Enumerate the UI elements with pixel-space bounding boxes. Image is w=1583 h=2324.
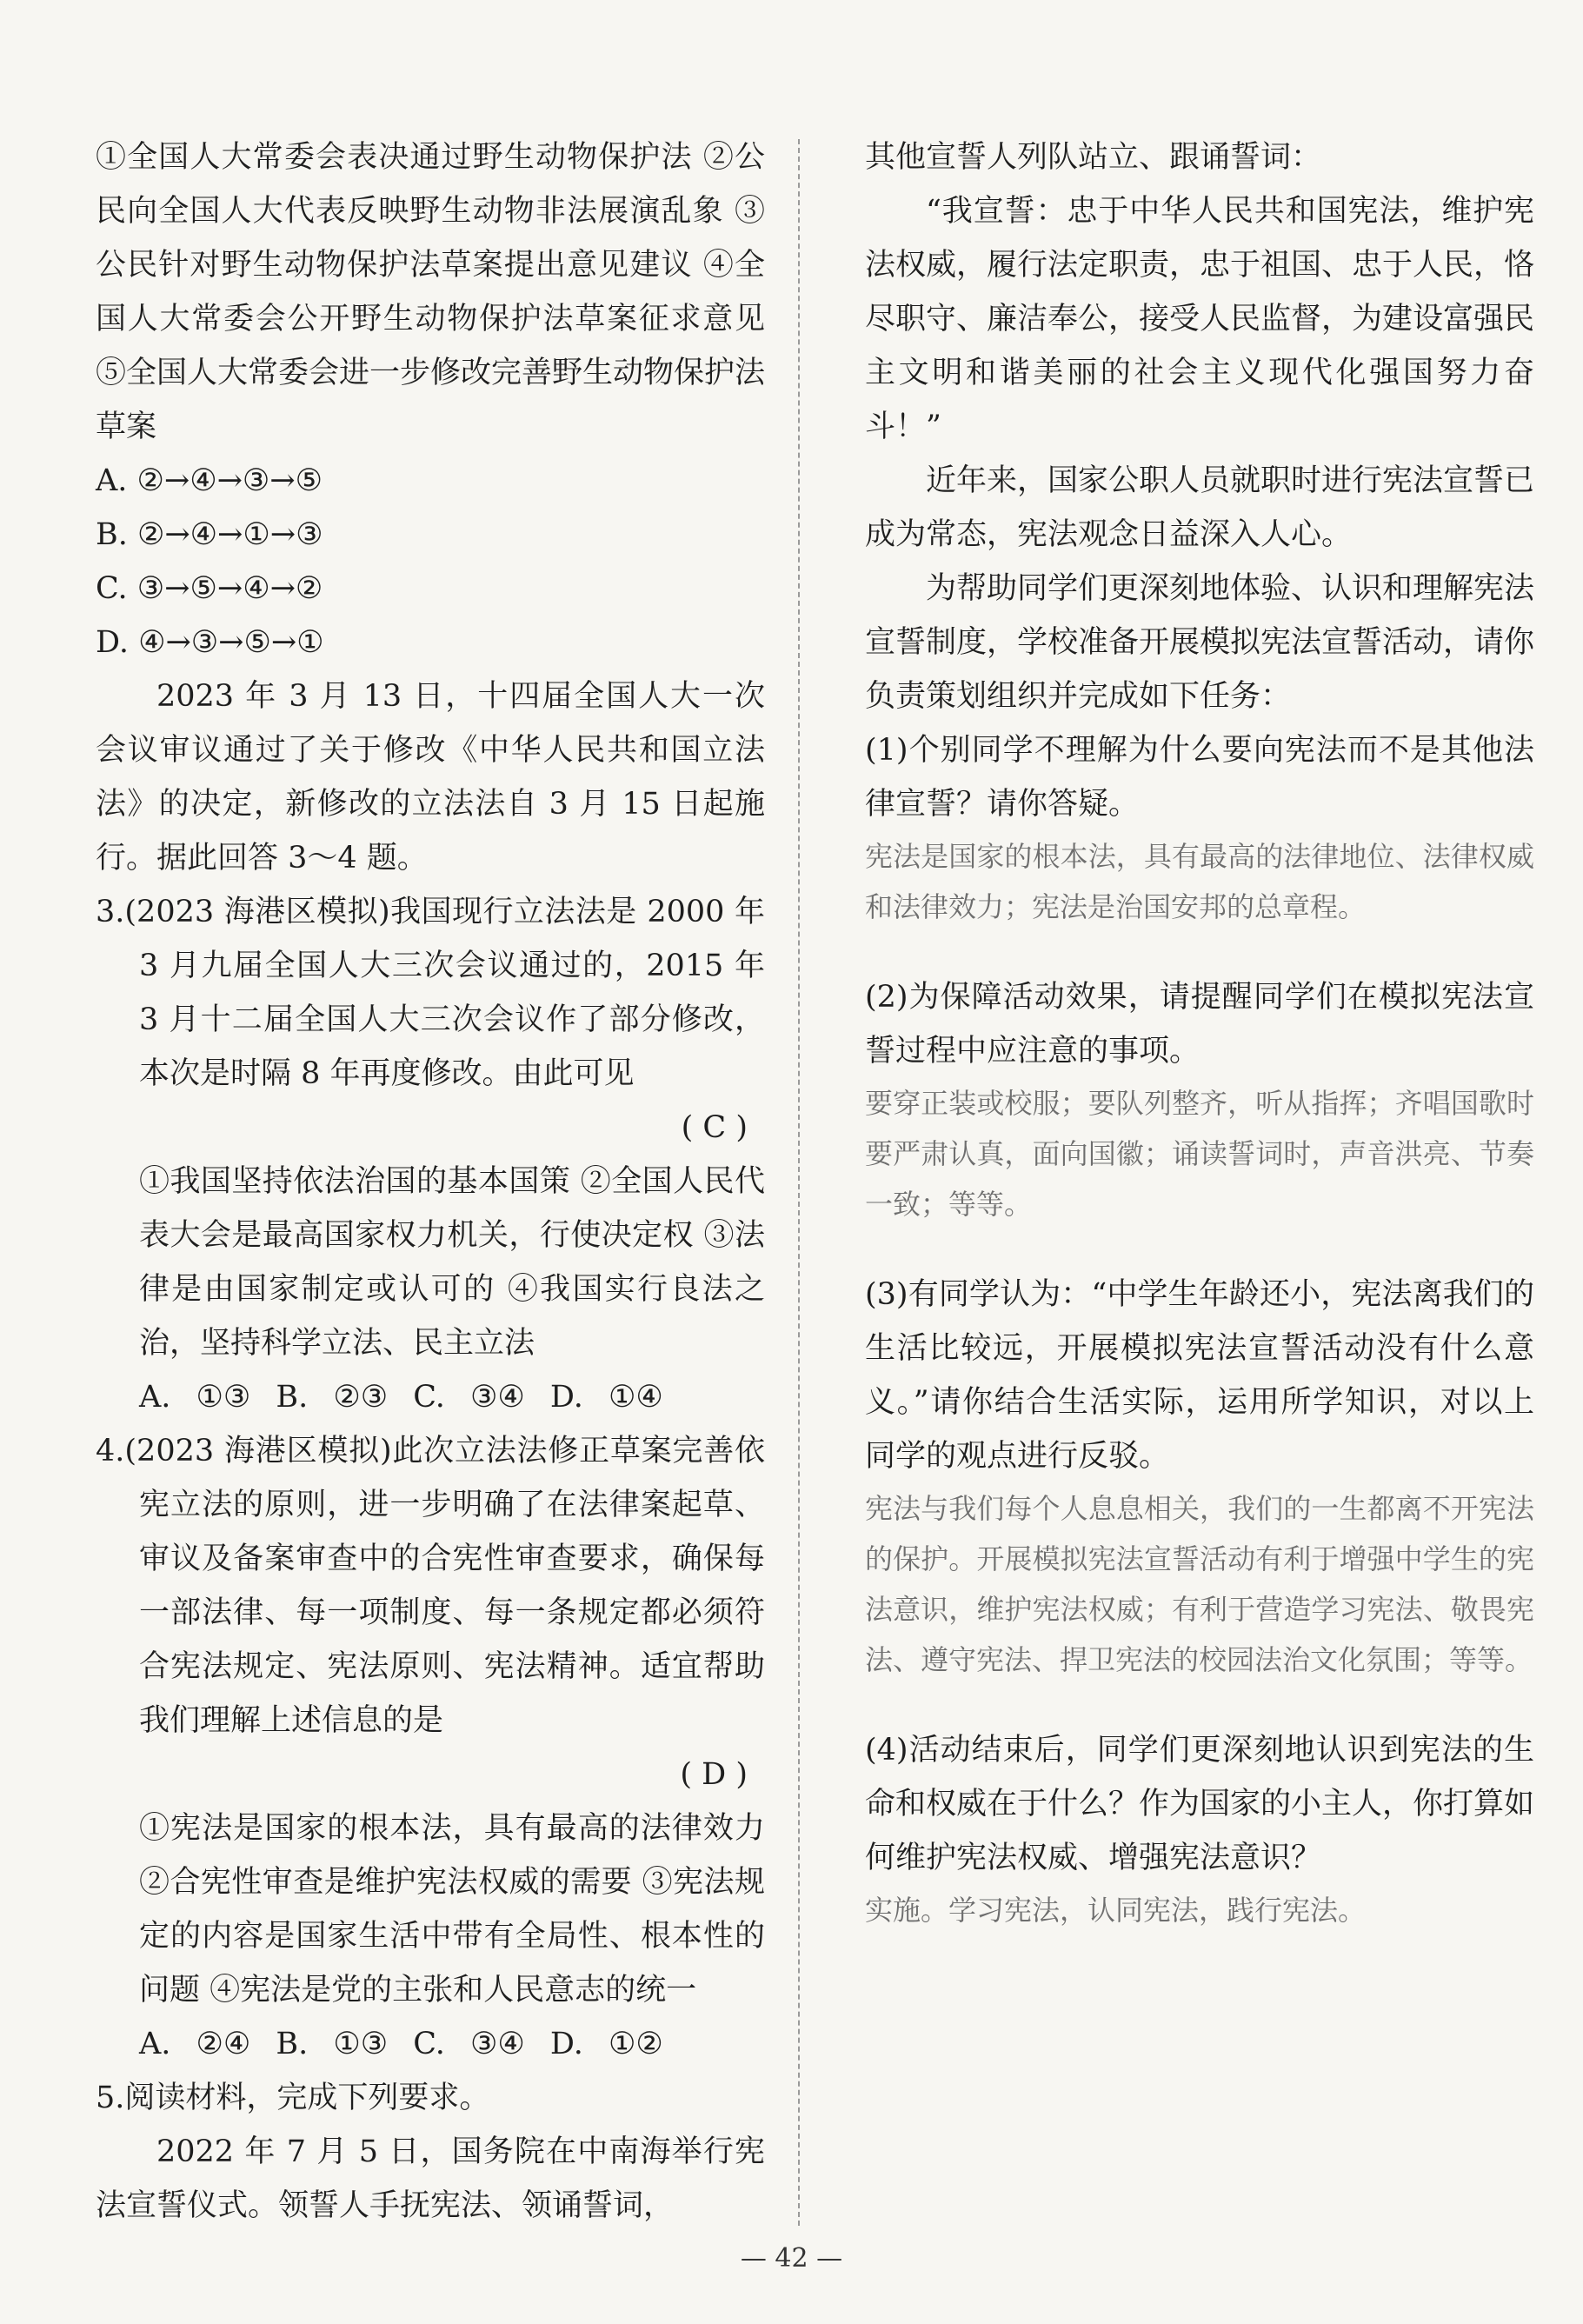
page-number: — 42 — [740,2243,843,2274]
sub-answer-2: 要穿正装或校服；要队列整齐，听从指挥；齐唱国歌时要严肃认真，面向国徽；诵读誓词时，声音洪亮、节奏一致；等等。 [865,1087,1534,1221]
option-d: D. ④→③→⑤→① [96,625,324,660]
material-3-4: 2023 年 3 月 13 日，十四届全国人大一次会议审议通过了关于修改《中华人民共和国立法法》的决定，新修改的立法法自 3 月 15 日起施行。据此回答 3～4 题。 [96,679,765,876]
question-4-options: A. ②④ B. ①③ C. ③④ D. ①② [139,2027,663,2061]
sub-question-1: (1)个别同学不理解为什么要向宪法而不是其他法律宣誓？请你答疑。 [865,733,1534,822]
sub-answer-4: 实施。学习宪法，认同宪法，践行宪法。 [865,1894,1367,1927]
question-3-answer: ( C ) [681,1110,748,1145]
question-2-options [96,454,765,669]
material-paragraph-2: 近年来，国家公职人员就职时进行宪法宣誓已成为常态，宪法观念日益深入人心。 [865,463,1535,552]
question-4-stem: 4.(2023 海港区模拟)此次立法法修正草案完善依宪立法的原则，进一步明确了在法律案起草、审议及备案审查中的合宪性审查要求，确保每一部法律、每一项制度、每一条规定都必须符合宪法规定、宪法原则、宪法精神。适宜帮助我们理解上述信息的是 [96,1434,765,1738]
left-column [96,130,765,2233]
question-3-items: ①我国坚持依法治国的基本国策 ②全国人民代表大会是最高国家权力机关，行使决定权 ③法律是由国家制定或认可的 ④我国实行良法之治，坚持科学立法、民主立法 [139,1164,765,1361]
question-5-stem: 5.阅读材料，完成下列要求。 [96,2081,490,2115]
option-c: C. ③→⑤→④→② [96,571,323,606]
question-5-material: 2022 年 7 月 5 日，国务院在中南海举行宪法宣誓仪式。领誓人手抚宪法、领诵誓词， [96,2134,765,2223]
right-column [865,130,1534,1974]
column-divider [798,139,800,2226]
sub-answer-1: 宪法是国家的根本法，具有最高的法律地位、法律权威和法律效力；宪法是治国安邦的总章程。 [865,840,1534,923]
question-3-options: A. ①③ B. ②③ C. ③④ D. ①④ [139,1380,663,1415]
oath-text: “我宣誓：忠于中华人民共和国宪法，维护宪法权威，履行法定职责，忠于祖国、忠于人民，恪尽职守、廉洁奉公，接受人民监督，为建设富强民主文明和谐美丽的社会主义现代化强国努力奋斗！” [865,194,1535,444]
sub-question-4: (4)活动结束后，同学们更深刻地认识到宪法的生命和权威在于什么？作为国家的小主人，你打算如何维护宪法权威、增强宪法意识？ [865,1733,1535,1875]
sub-question-3: (3)有同学认为：“中学生年龄还小，宪法离我们的生活比较远，开展模拟宪法宣誓活动没有什么意义。”请你结合生活实际，运用所学知识，对以上同学的观点进行反驳。 [865,1277,1534,1474]
sub-question-2: (2)为保障活动效果，请提醒同学们在模拟宪法宣誓过程中应注意的事项。 [865,980,1534,1069]
material-continued: 其他宣誓人列队站立、跟诵誓词： [865,140,1322,175]
material-paragraph-3: 为帮助同学们更深刻地体验、认识和理解宪法宣誓制度，学校准备开展模拟宪法宣誓活动，请你负责策划组织并完成如下任务： [865,571,1535,714]
sub-answer-3: 宪法与我们每个人息息相关，我们的一生都离不开宪法的保护。开展模拟宪法宣誓活动有利于增强中学生的宪法意识，维护宪法权威；有利于营造学习宪法、敬畏宪法、遵守宪法、捍卫宪法的校园法治文化氛围；等等。 [865,1492,1534,1676]
option-a: A. ②→④→③→⑤ [96,463,323,498]
question-4-answer: ( D ) [680,1757,748,1792]
option-b: B. ②→④→①→③ [96,517,323,552]
question-2-items: ①全国人大常委会表决通过野生动物保护法 ②公民向全国人大代表反映野生动物非法展演乱象 ③公民针对野生动物保护法草案提出意见建议 ④全国人大常委会公开野生动物保护法草案征求意见 ⑤全国人大常委会进一步修改完善野生动物保护法草案 [96,140,766,444]
question-4-items: ①宪法是国家的根本法，具有最高的法律效力 ②合宪性审查是维护宪法权威的需要 ③宪法规定的内容是国家生活中带有全局性、根本性的问题 ④宪法是党的主张和人民意志的统一 [139,1811,765,2008]
question-3-stem: 3.(2023 海港区模拟)我国现行立法法是 2000 年 3 月九届全国人大三次会议通过的，2015 年 3 月十二届全国人大三次会议作了部分修改，本次是时隔 8 年再度修改。由此可见 [96,895,765,1091]
